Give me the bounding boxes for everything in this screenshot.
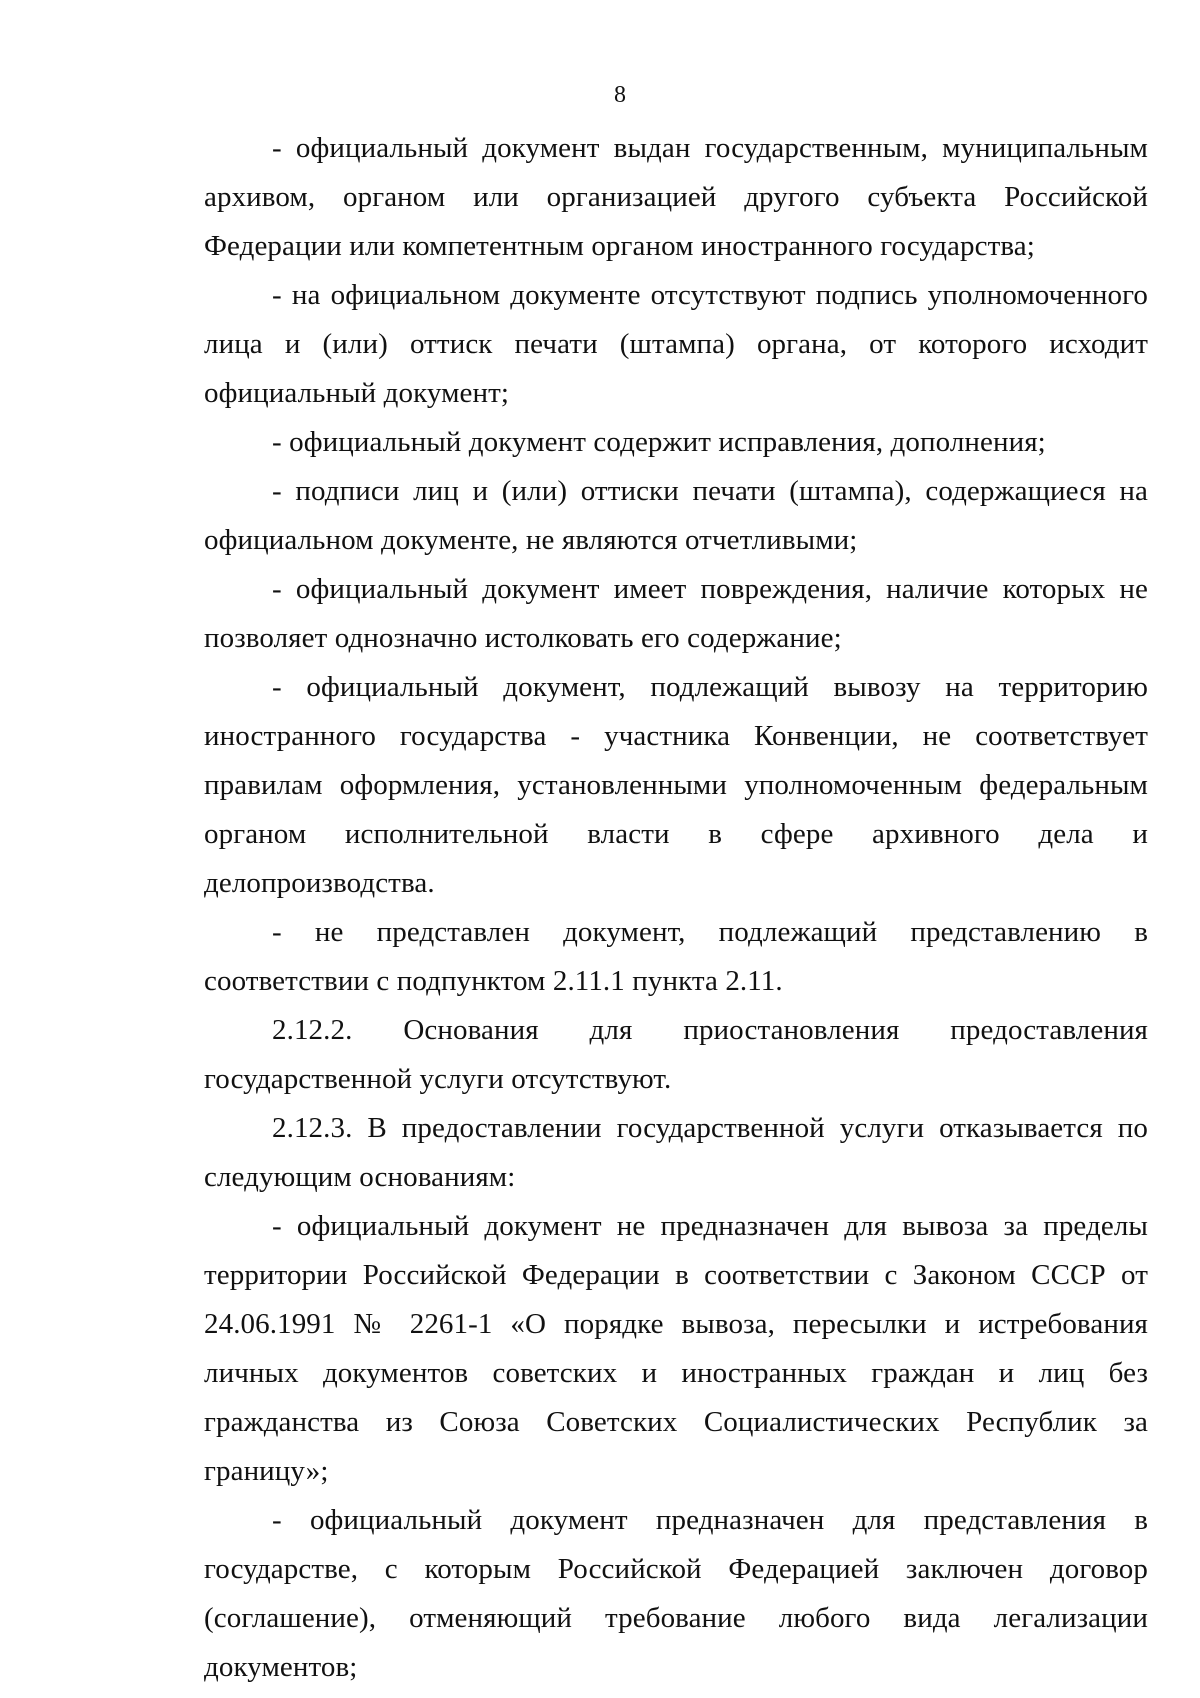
paragraph-document-not-submitted: - не представлен документ, подлежащий представлению в соответствии с подпунктом 2.11.1 пункта 2.11.: [204, 916, 1148, 997]
paragraph-2-12-3: 2.12.3. В предоставлении государственной услуги отказывается по следующим основаниям:: [204, 1112, 1148, 1193]
page-number: 8: [614, 82, 626, 108]
paragraph-official-doc-issued-by-other: - официальный документ выдан государственным, муниципальным архивом, органом или организацией другого субъекта Российской Федерации или компетентным органом иностранного государства;: [204, 132, 1148, 262]
paragraph-damage: - официальный документ имеет повреждения, наличие которых не позволяет однозначно истолковать его содержание;: [204, 573, 1148, 654]
paragraph-illegible-signatures: - подписи лиц и (или) оттиски печати (штампа), содержащиеся на официальном документе, не являются отчетливыми;: [204, 475, 1148, 556]
paragraph-corrections: - официальный документ содержит исправления, дополнения;: [272, 426, 1046, 458]
paragraph-not-intended-for-export: - официальный документ не предназначен для вывоза за пределы территории Российской Федерации в соответствии с Законом СССР от 24.06.1991 № 2261-1 «О порядке вывоза, пересылки и истребования личных документов советских и иностранных граждан и лиц без гражданства из Союза Советских Социалистических Республик за границу»;: [204, 1210, 1148, 1487]
document-body: [204, 124, 1148, 1692]
paragraph-format-noncompliance: - официальный документ, подлежащий вывозу на территорию иностранного государства - участника Конвенции, не соответствует правилам оформления, установленными уполномоченным федеральным органом исполнительной власти в сфере архивного дела и делопроизводства.: [204, 671, 1148, 899]
paragraph-missing-signature-stamp: - на официальном документе отсутствуют подпись уполномоченного лица и (или) оттиск печати (штампа) органа, от которого исходит официальный документ;: [204, 279, 1148, 409]
paragraph-legalization-waived: - официальный документ предназначен для представления в государстве, с которым Российской Федерацией заключен договор (соглашение), отменяющий требование любого вида легализации документов;: [204, 1504, 1148, 1683]
paragraph-2-12-2: 2.12.2. Основания для приостановления предоставления государственной услуги отсутствуют.: [204, 1014, 1148, 1095]
